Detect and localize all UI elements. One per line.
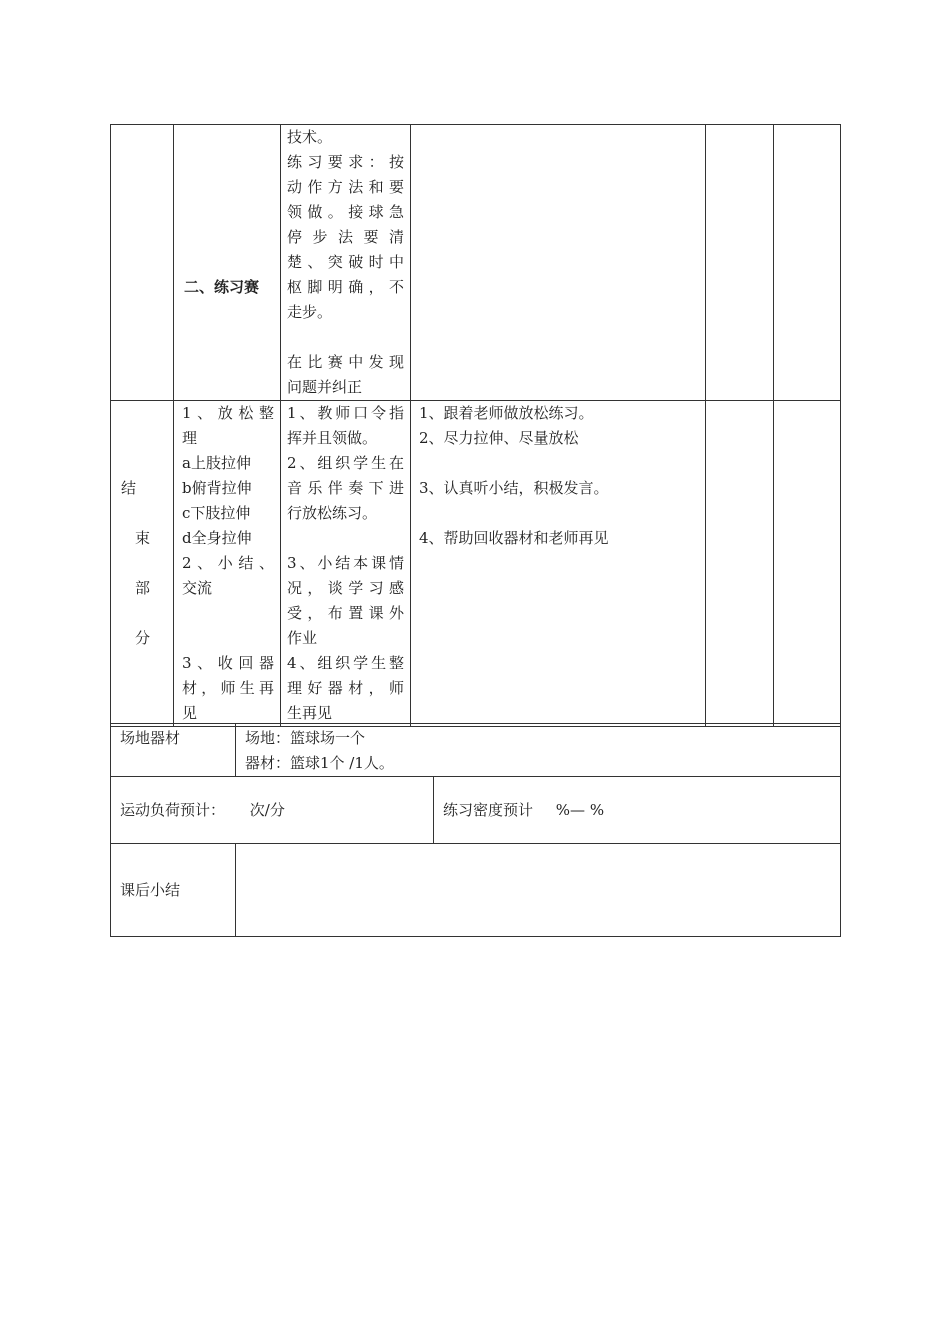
density-value: %— % [555, 800, 605, 819]
text-line: 2、组织学生在 [287, 454, 404, 472]
text-line [419, 501, 699, 526]
text-line: 音乐伴奏下进 [287, 479, 404, 497]
ending-content-cell [174, 401, 281, 727]
text-line: 3、认真听小结，积极发言。 [419, 479, 609, 497]
text-line: c下肢拉伸 [182, 504, 251, 522]
ending-student-cell [411, 401, 706, 727]
text-line: 技术。 [287, 128, 333, 146]
load-row [111, 777, 841, 844]
text-line [182, 626, 274, 651]
venue-content-cell [236, 724, 841, 777]
text-line: 挥并且领做。 [287, 429, 378, 447]
load-label: 运动负荷预计： [120, 800, 226, 819]
text-line: 材，师生再 [182, 679, 274, 697]
organization-cell [706, 401, 774, 727]
density-estimate-cell [434, 777, 841, 844]
text-line [287, 325, 404, 350]
equipment-text: 器材：篮球1个 /1人。 [245, 754, 394, 772]
ending-part-row [111, 401, 841, 727]
text-line: 3、小结本课情 [287, 554, 404, 572]
text-line: 1、放松整 [182, 404, 274, 422]
part-char: 分 [135, 629, 151, 647]
text-line: 理好器材，师 [287, 679, 404, 697]
text-line: d全身拉伸 [182, 529, 252, 547]
text-line: a上肢拉伸 [182, 454, 251, 472]
text-line: 问题并纠正 [287, 378, 363, 396]
ending-teacher-cell [281, 401, 411, 727]
text-line: 见 [182, 704, 198, 722]
text-line: 枢脚明确，不 [287, 278, 404, 296]
venue-label: 场地器材 [120, 729, 181, 747]
practice-match-row [111, 125, 841, 401]
summary-label-cell [111, 844, 236, 937]
text-line: 况，谈学习感 [287, 579, 404, 597]
summary-row [111, 844, 841, 937]
text-line: 2、尽力拉伸、尽量放松 [419, 429, 579, 447]
student-activity-cell [411, 125, 706, 401]
text-line: 受，布置课外 [287, 604, 404, 622]
text-line: 停步法要清 [287, 228, 404, 246]
text-line: 动作方法和要 [287, 178, 404, 196]
field-text: 场地：篮球场一个 [245, 729, 366, 747]
load-estimate-cell [111, 777, 434, 844]
text-line: 2、小结、 [182, 554, 274, 572]
text-line: 作业 [287, 629, 318, 647]
text-line [419, 451, 699, 476]
practice-title: 二、练习赛 [184, 278, 260, 296]
text-line: 走步。 [287, 303, 333, 321]
teacher-activity-cell [281, 125, 411, 401]
ending-part-label-cell [111, 401, 174, 727]
load-cell [774, 125, 841, 401]
venue-row [111, 724, 841, 777]
venue-label-cell [111, 724, 236, 777]
text-line: 楚、突破时中 [287, 253, 404, 271]
part-char: 结 [121, 479, 137, 497]
text-line [182, 601, 274, 626]
summary-table [110, 723, 841, 937]
practice-title-cell [174, 125, 281, 401]
text-line: 交流 [182, 579, 213, 597]
load-cell [774, 401, 841, 727]
text-line: 领做。接球急 [287, 203, 404, 221]
density-label: 练习密度预计 [443, 800, 534, 819]
text-line: 1、跟着老师做放松练习。 [419, 404, 594, 422]
organization-cell [706, 125, 774, 401]
summary-label: 课后小结 [120, 880, 181, 899]
text-line: 1、教师口令指 [287, 404, 404, 422]
summary-content-cell [236, 844, 841, 937]
lesson-plan-table [110, 124, 841, 727]
text-line [287, 526, 404, 551]
part-char: 束 [135, 529, 151, 547]
part-cell [111, 125, 174, 401]
text-line: 3、收回器 [182, 654, 274, 672]
text-line: 理 [182, 429, 198, 447]
text-line: 行放松练习。 [287, 504, 378, 522]
text-line: 在比赛中发现 [287, 353, 404, 371]
text-line: 生再见 [287, 704, 333, 722]
text-line: 4、帮助回收器材和老师再见 [419, 529, 609, 547]
text-line: b俯背拉伸 [182, 479, 252, 497]
text-line: 4、组织学生整 [287, 654, 404, 672]
part-char: 部 [135, 579, 151, 597]
load-unit: 次/分 [249, 800, 285, 819]
text-line: 练习要求：按 [287, 153, 404, 171]
